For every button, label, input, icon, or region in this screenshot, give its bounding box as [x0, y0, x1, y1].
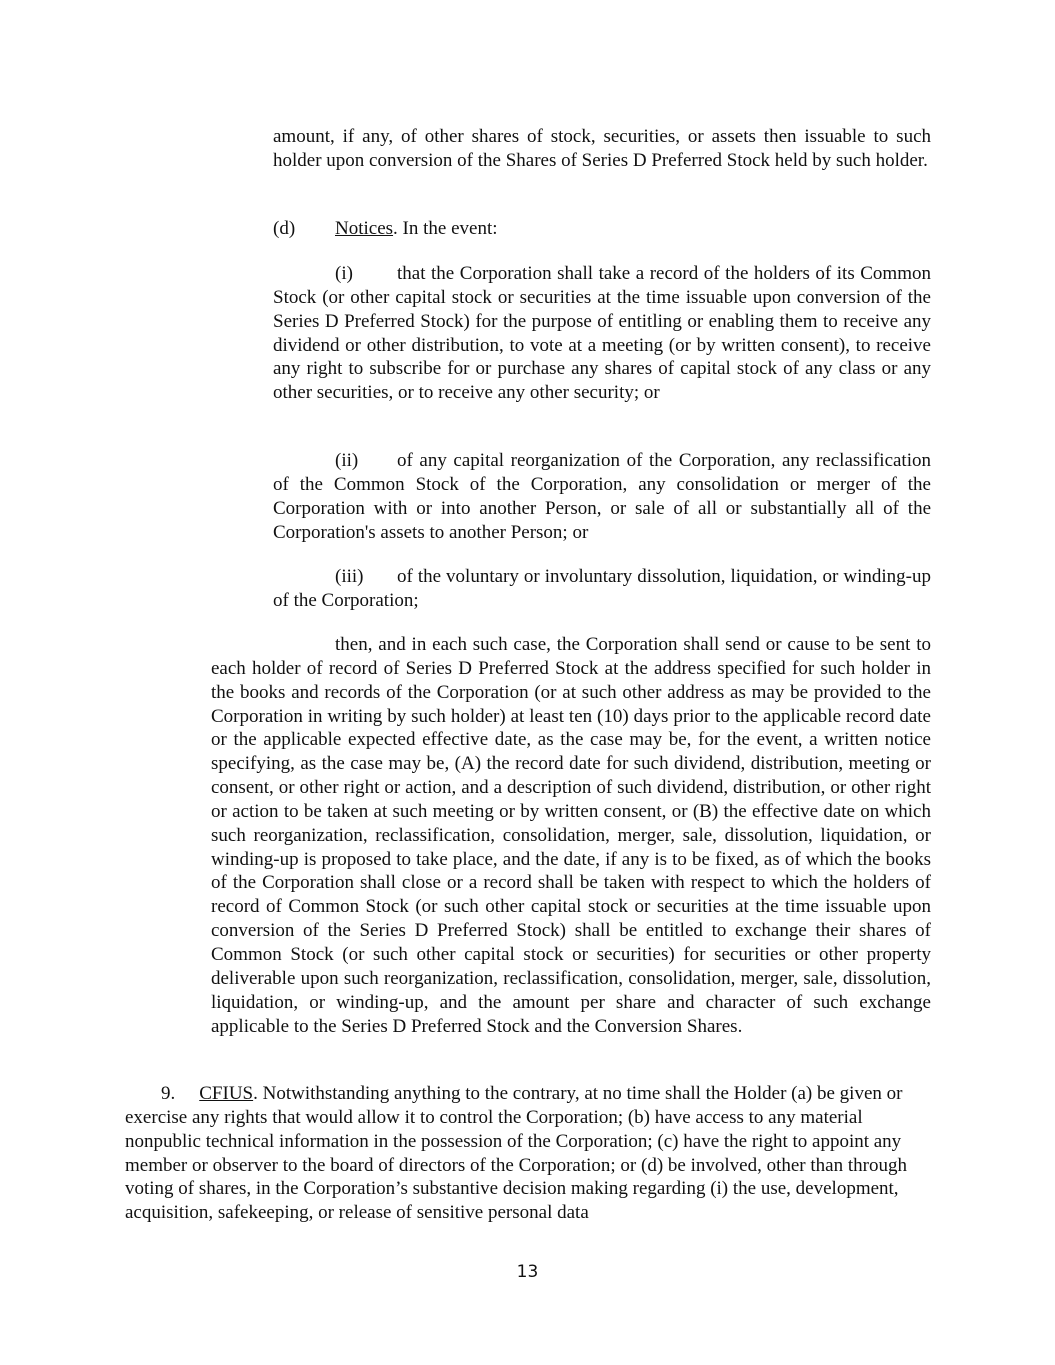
continuation-paragraph: amount, if any, of other shares of stock, securities, or assets then issuable to such holder upon conversion of the Shares of Series D Preferred Stock held by such holder.	[273, 126, 931, 171]
item-i-text: that the Corporation shall take a record of the holders of its Common Stock (or other capital stock or securities at the time issuable upon conversion of the Series D Preferred Stock) for the purpose of entitling or enabling them to receive any dividend or other distribution, to vote at a meeting (or by written consent), to receive any right to subscribe for or purchase any shares of capital stock of any class or any other securities, or to receive any other security; or	[273, 263, 931, 404]
section-d-label: (d)	[273, 218, 296, 239]
item-ii-text: of any capital reorganization of the Corporation, any reclassification of the Common Stock of the Corporation, any consolidation or merger of the Corporation with or into another Person, or sale of all or substantially all of the Corporation's assets to another Person; or	[273, 450, 931, 543]
then-paragraph	[211, 633, 931, 1038]
item-i-label: (i)	[335, 263, 353, 284]
item-ii-label: (ii)	[335, 450, 359, 471]
item-ii-paragraph	[273, 449, 931, 544]
section-d-text: . In the event:	[393, 218, 498, 239]
section-d-heading: Notices	[335, 218, 394, 239]
then-text: then, and in each such case, the Corporation shall send or cause to be sent to each holder of record of Series D Preferred Stock at the address specified for such holder in the books and records of the Corporation (or at such other address as may be provided to the Corporation in writing by such holder) at least ten (10) days prior to the applicable record date or the applicable expected effective date, as the case may be, for the event, a written notice specifying, as the case may be, (A) the record date for such dividend, distribution, meeting or consent, or other right or action, and a description of such dividend, distribution, or other right or action to be taken at such meeting or by written consent, or (B) the effective date on which such reorganization, reclassification, consolidation, merger, sale, dissolution, liquidation, or winding-up is proposed to take place, and the date, if any is to be fixed, as of which the books of the Corporation shall close or a record shall be taken with respect to which the holders of record of Common Stock (or such other capital stock or securities at the time issuable upon conversion of the Series D Preferred Stock) shall be entitled to exchange their shares of Common Stock (or such other capital stock or securities) for securities or other property deliverable upon such reorganization, reclassification, consolidation, merger, sale, dissolution, liquidation, or winding-up, and the amount per share and character of such exchange applicable to the Series D Preferred Stock and the Conversion Shares.	[211, 634, 931, 1037]
section-9-heading: CFIUS	[199, 1083, 254, 1104]
item-iii-paragraph	[273, 565, 931, 613]
section-d-paragraph	[273, 217, 931, 241]
section-9-paragraph	[125, 1082, 921, 1225]
item-i-paragraph	[273, 262, 931, 405]
section-9-text: . Notwithstanding anything to the contrary, at no time shall the Holder (a) be given or exercise any rights that would allow it to control the Corporation; (b) have access to any material nonpublic technical information in the possession of the Corporation; (c) have the right to appoint any member or observer to the board of directors of the Corporation; or (d) be involved, other than through voting of shares, in the Corporation’s substantive decision making regarding (i) the use, development, acquisition, safekeeping, or release of sensitive personal data	[125, 1083, 907, 1224]
page-number: 13	[516, 1262, 539, 1282]
item-iii-label: (iii)	[335, 566, 364, 587]
item-iii-text: of the voluntary or involuntary dissolution, liquidation, or winding-up of the Corporation;	[273, 566, 931, 611]
section-9-label: 9.	[161, 1083, 176, 1104]
